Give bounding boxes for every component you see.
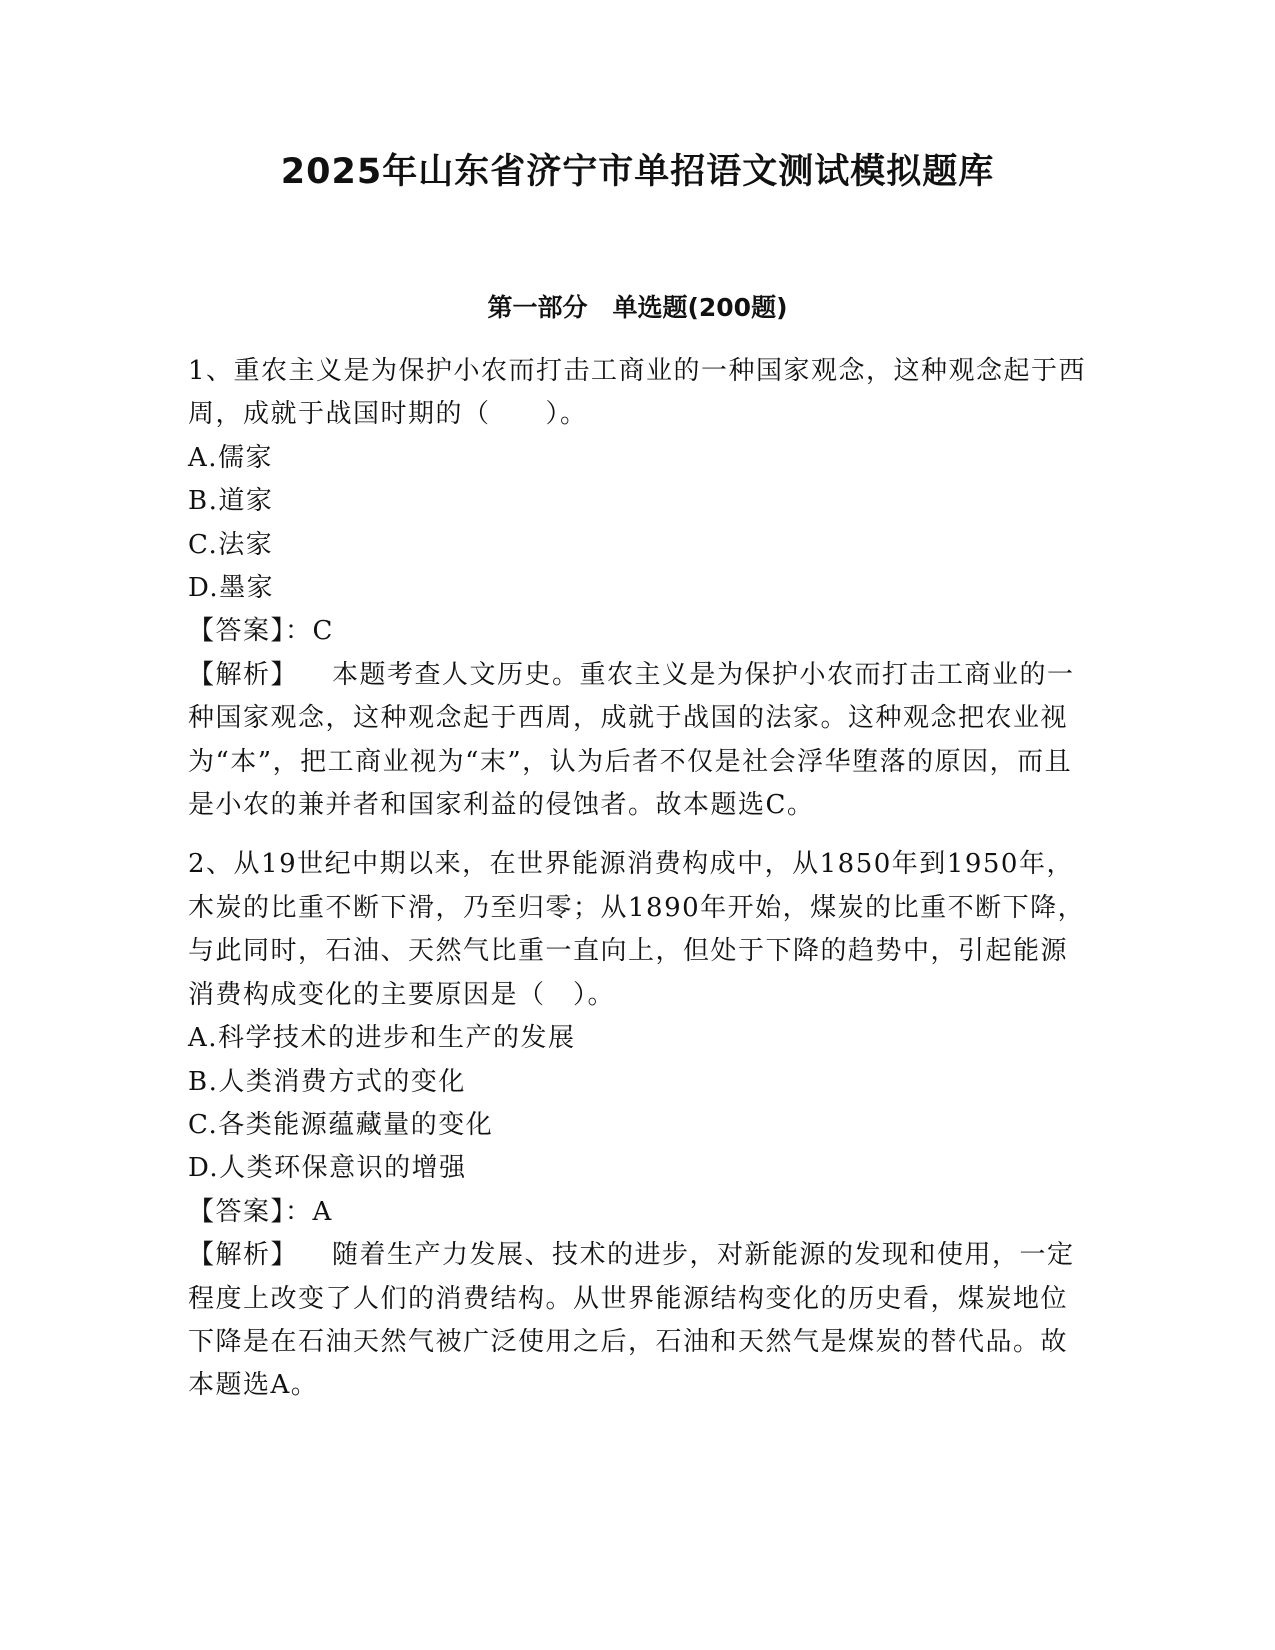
analysis (188, 654, 1088, 828)
analysis-tag: 【解析】 (188, 659, 299, 690)
question-stem: 2、从19世纪中期以来，在世界能源消费构成中，从1850年到1950年，木炭的比重不断下滑，乃至归零；从1890年开始，煤炭的比重不断下降，与此同时，石油、天然气比重一直向上，但处于下降的趋势中，引起能源消费构成变化的主要原因是（ ）。 (188, 849, 1086, 1010)
option-b: B.道家 (188, 486, 274, 517)
analysis-text: 本题考查人文历史。重农主义是为保护小农而打击工商业的一种国家观念，这种观念起于西周，成就于战国的法家。这种观念把农业视为“本”，把工商业视为“末”，认为后者不仅是社会浮华堕落的原因，而且是小农的兼并者和国家利益的侵蚀者。故本题选C。 (188, 659, 1075, 821)
option-c: C.各类能源蕴藏量的变化 (188, 1109, 494, 1140)
answer-label: 【答案】：A (188, 1196, 333, 1227)
document-title: 2025年山东省济宁市单招语文测试模拟题库 (280, 152, 995, 192)
option-a: A.科学技术的进步和生产的发展 (188, 1023, 576, 1054)
analysis (188, 1234, 1088, 1408)
option-d: D.墨家 (188, 573, 275, 604)
analysis-tag: 【解析】 (188, 1240, 299, 1271)
analysis-text: 随着生产力发展、技术的进步，对新能源的发现和使用，一定程度上改变了人们的消费结构。从世界能源结构变化的历史看，煤炭地位下降是在石油天然气被广泛使用之后，石油和天然气是煤炭的替代品。故本题选A。 (188, 1240, 1075, 1401)
option-d: D.人类环保意识的增强 (188, 1153, 467, 1184)
question-stem: 1、重农主义是为保护小农而打击工商业的一种国家观念，这种观念起于西周，成就于战国时期的（ ）。 (188, 356, 1087, 430)
question-item (188, 350, 1088, 827)
answer-label: 【答案】：C (188, 616, 334, 647)
section-heading: 第一部分 单选题(200题) (487, 293, 788, 322)
question-list (188, 350, 1088, 1408)
option-c: C.法家 (188, 529, 274, 560)
option-a: A.儒家 (188, 442, 274, 473)
question-item (188, 843, 1088, 1407)
option-b: B.人类消费方式的变化 (188, 1066, 466, 1097)
